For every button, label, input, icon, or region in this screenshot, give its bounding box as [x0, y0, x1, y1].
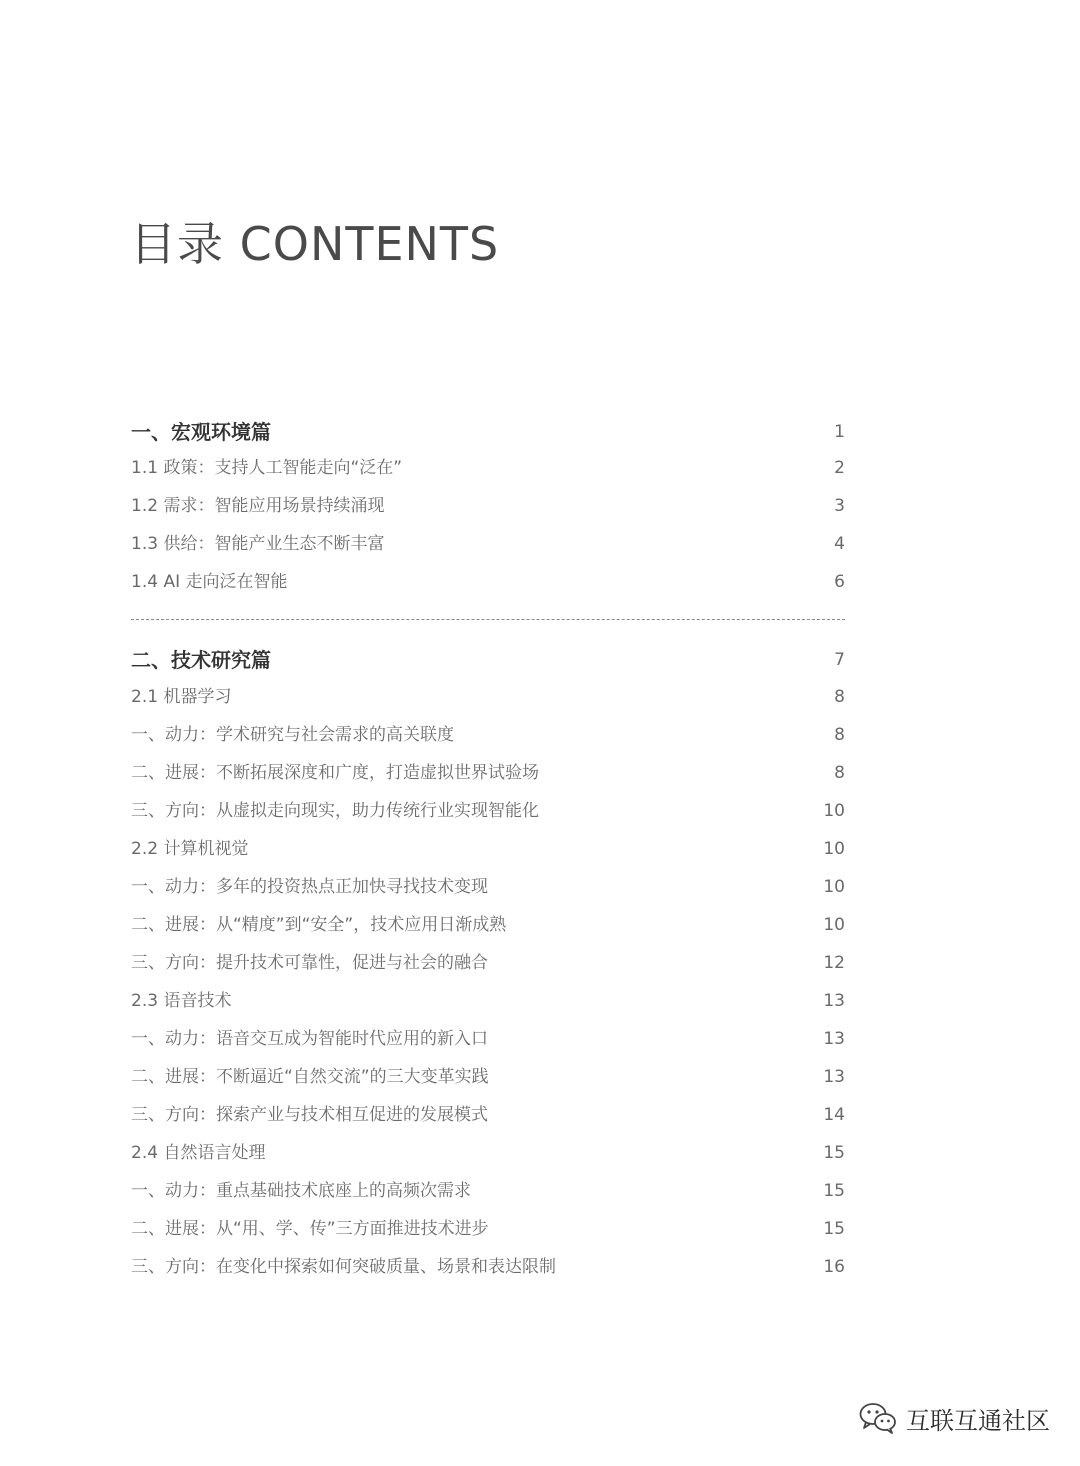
toc-entry-label: 二、进展：从“精度”到“安全”，技术应用日渐成熟 [131, 915, 507, 935]
toc-entry-label: 一、动力：多年的投资热点正加快寻找技术变现 [131, 877, 488, 897]
toc-entry[interactable] [131, 948, 847, 978]
toc-page-number: 4 [834, 534, 845, 554]
toc-page-number: 8 [834, 763, 845, 783]
toc-entry-label: 1.1 政策：支持人工智能走向“泛在” [131, 458, 403, 478]
toc-entry[interactable] [131, 682, 847, 712]
wechat-icon [858, 1401, 898, 1435]
toc-section-heading[interactable] [131, 417, 847, 447]
toc-page-number: 8 [834, 725, 845, 745]
toc-page-number: 12 [823, 953, 845, 973]
watermark [858, 1398, 1050, 1438]
toc-entry-label: 1.4 AI 走向泛在智能 [131, 572, 288, 592]
toc-entry-label: 三、方向：在变化中探索如何突破质量、场景和表达限制 [131, 1257, 556, 1277]
toc-page-number: 10 [823, 915, 845, 935]
toc-entry-label: 一、动力：语音交互成为智能时代应用的新入口 [131, 1029, 488, 1049]
toc-page-number: 13 [823, 991, 845, 1011]
toc-page-number: 2 [834, 458, 845, 478]
toc-entry-label: 2.3 语音技术 [131, 991, 232, 1011]
toc-entry[interactable] [131, 720, 847, 750]
toc-page-number: 15 [823, 1219, 845, 1239]
toc-page-number: 10 [823, 877, 845, 897]
toc-section-heading[interactable] [131, 645, 847, 675]
toc-entry-label: 二、进展：不断逼近“自然交流”的三大变革实践 [131, 1067, 489, 1087]
toc-page-number: 13 [823, 1029, 845, 1049]
toc-page-number: 13 [823, 1067, 845, 1087]
toc-entry-label: 1.3 供给：智能产业生态不断丰富 [131, 534, 385, 554]
toc-entry[interactable] [131, 1176, 847, 1206]
toc-entry[interactable] [131, 1214, 847, 1244]
toc-entry[interactable] [131, 910, 847, 940]
toc-page-number: 15 [823, 1143, 845, 1163]
toc-entry[interactable] [131, 834, 847, 864]
toc-page-number: 16 [823, 1257, 845, 1277]
toc-entry[interactable] [131, 1252, 847, 1282]
toc-page-number: 3 [834, 496, 845, 516]
toc-page-number: 1 [834, 422, 845, 442]
toc-page-number: 6 [834, 572, 845, 592]
toc-page-number: 10 [823, 839, 845, 859]
toc-entry[interactable] [131, 758, 847, 788]
toc-entry-label: 2.4 自然语言处理 [131, 1143, 266, 1163]
toc-page-number: 10 [823, 801, 845, 821]
toc-entry[interactable] [131, 453, 847, 483]
toc-heading-label: 二、技术研究篇 [131, 648, 271, 672]
watermark-text: 互联互通社区 [906, 1406, 1050, 1435]
toc-entry-label: 2.1 机器学习 [131, 687, 232, 707]
toc-entry[interactable] [131, 1062, 847, 1092]
toc-entry[interactable] [131, 491, 847, 521]
toc-entry[interactable] [131, 1100, 847, 1130]
toc-entry-label: 1.2 需求：智能应用场景持续涌现 [131, 496, 385, 516]
toc-entry-label: 三、方向：从虚拟走向现实，助力传统行业实现智能化 [131, 801, 539, 821]
toc-entry[interactable] [131, 796, 847, 826]
toc-page-number: 7 [834, 650, 845, 670]
toc-page-number: 14 [823, 1105, 845, 1125]
toc-heading-label: 一、宏观环境篇 [131, 420, 271, 444]
toc-entry[interactable] [131, 567, 847, 597]
toc-entry-label: 一、动力：重点基础技术底座上的高频次需求 [131, 1181, 471, 1201]
section-divider [131, 619, 845, 620]
toc-entry-label: 三、方向：探索产业与技术相互促进的发展模式 [131, 1105, 488, 1125]
toc-entry[interactable] [131, 872, 847, 902]
toc-entry[interactable] [131, 529, 847, 559]
toc-entry[interactable] [131, 1138, 847, 1168]
toc-page-number: 8 [834, 687, 845, 707]
toc-entry-label: 二、进展：不断拓展深度和广度，打造虚拟世界试验场 [131, 763, 539, 783]
toc-entry-label: 2.2 计算机视觉 [131, 839, 249, 859]
toc-entry[interactable] [131, 986, 847, 1016]
toc-entry-label: 二、进展：从“用、学、传”三方面推进技术进步 [131, 1219, 489, 1239]
toc-entry-label: 三、方向：提升技术可靠性，促进与社会的融合 [131, 953, 488, 973]
toc-entry[interactable] [131, 1024, 847, 1054]
toc-page-number: 15 [823, 1181, 845, 1201]
toc-entry-label: 一、动力：学术研究与社会需求的高关联度 [131, 725, 454, 745]
page-title: 目录 CONTENTS [130, 217, 500, 271]
